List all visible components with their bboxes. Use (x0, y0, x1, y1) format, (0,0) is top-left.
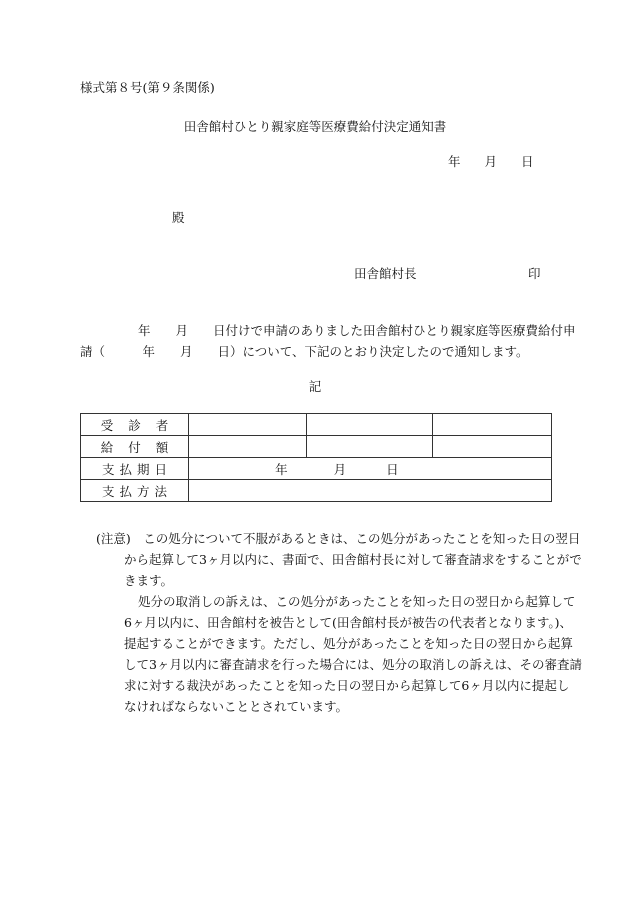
payment-date-day-label: 日 (386, 461, 399, 477)
note-line-5: 6ヶ月以内に、田舎館村を被告として(田舎館村長が被告の代表者となります。)、 (124, 615, 572, 630)
table-row (81, 436, 552, 458)
recipient-value-cell-3 (432, 414, 551, 436)
recipient-value-cell-2 (307, 414, 432, 436)
table-row (81, 458, 552, 480)
table-row (81, 414, 552, 436)
note-line-7: して3ヶ月以内に審査請求を行った場合には、処分の取消しの訴えは、その審査請 (124, 657, 582, 672)
recipient-label: 受診者 (100, 417, 184, 433)
note-line-1: (注意) この処分について不服があるときは、この処分があったことを知った日の翌日 (96, 531, 581, 546)
document-title: 田舎館村ひとり親家庭等医療費給付決定通知書 (183, 119, 447, 134)
issue-date-day-label: 日 (521, 154, 534, 169)
benefit-amount-value-cell-2 (307, 436, 432, 458)
issuer-name: 田舎館村長 (354, 266, 417, 281)
form-number: 様式第８号(第９条関係) (80, 80, 215, 95)
table-label-cell (81, 436, 189, 458)
seal-mark: 印 (528, 266, 541, 281)
benefit-amount-value-cell-1 (189, 436, 307, 458)
table-label-cell (81, 414, 189, 436)
info-table (80, 413, 552, 502)
payment-date-label: 支払期日 (102, 461, 173, 477)
benefit-amount-value-cell-3 (432, 436, 551, 458)
note-line-9: なければならないこととされています。 (124, 699, 349, 714)
ki-heading: 記 (308, 379, 322, 394)
issue-date-month-label: 月 (484, 154, 498, 169)
note-line-6: 提起することができます。ただし、処分があったことを知った日の翌日から起算 (124, 636, 573, 651)
body-text-line-1: 年 月 日付けで申請のありました田舎館村ひとり親家庭等医療費給付申 (138, 323, 576, 338)
note-line-4: 処分の取消しの訴えは、この処分があったことを知った日の翌日から起算して (138, 594, 576, 609)
payment-method-value-cell (189, 480, 552, 502)
issue-date-line (448, 156, 534, 169)
payment-date-year-label: 年 (275, 461, 288, 477)
note-line-3: きます。 (124, 573, 174, 588)
note-section (96, 528, 582, 717)
payment-date-value-cell (189, 458, 552, 480)
table-label-cell (81, 480, 189, 502)
table-label-cell (81, 458, 189, 480)
benefit-amount-label: 給付額 (100, 439, 184, 455)
note-line-2: から起算して3ヶ月以内に、書面で、田舎館村長に対して審査請求をすることがで (124, 552, 582, 567)
body-text-line-2: 請（ 年 月 日）について、下記のとおり決定したので通知します。 (80, 344, 529, 359)
addressee-honorific: 殿 (172, 210, 185, 225)
table-row (81, 480, 552, 502)
note-line-8: 求に対する裁決があったことを知った日の翌日から起算して6ヶ月以内に提起し (124, 678, 570, 693)
payment-date-month-label: 月 (333, 461, 347, 477)
payment-method-label: 支払方法 (102, 483, 173, 499)
issue-date-year-label: 年 (448, 154, 461, 169)
recipient-value-cell-1 (189, 414, 307, 436)
